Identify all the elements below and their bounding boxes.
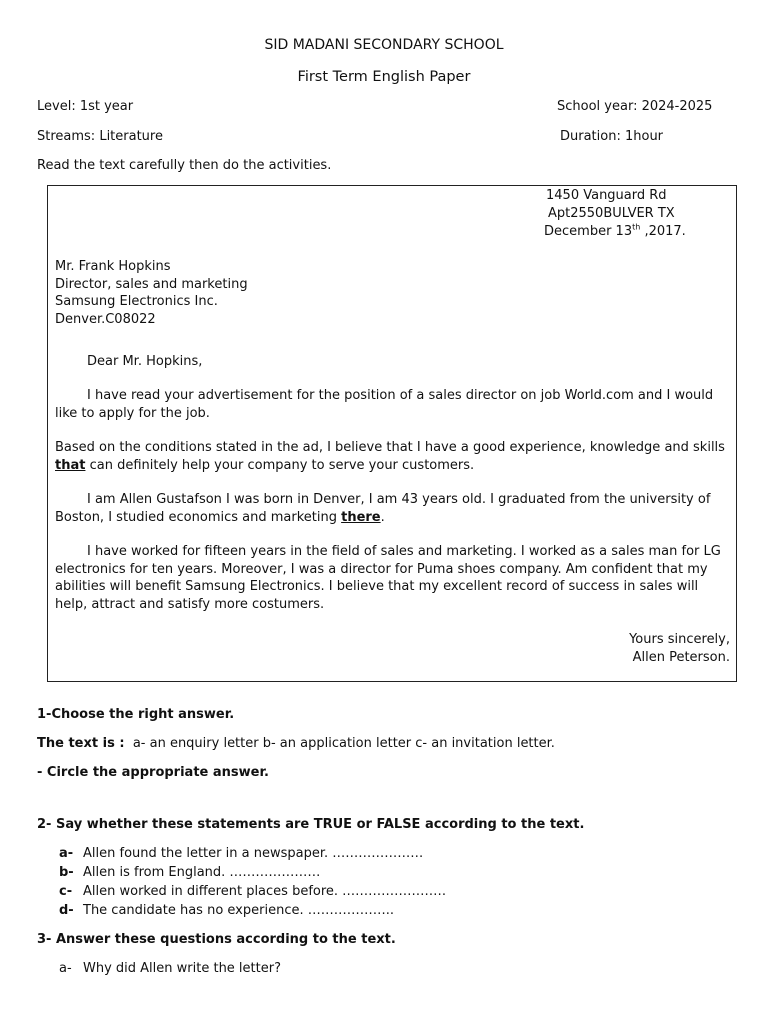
- recipient-name: Mr. Frank Hopkins: [55, 259, 171, 274]
- level-label: Level: 1st year: [37, 99, 134, 114]
- letter-closing: Yours sincerely,: [629, 632, 730, 647]
- letter-greeting: Dear Mr. Hopkins,: [87, 354, 203, 369]
- emphasized-word-there: there: [341, 509, 381, 525]
- question-2-item-a: a- Allen found the letter in a newspaper. …………………: [59, 846, 424, 861]
- paper-title: First Term English Paper: [297, 69, 471, 85]
- letter-paragraph-3: I am Allen Gustafson I was born in Denver, I am 43 years old. I graduated from the university of Boston, I studied economics and marketing there.: [55, 492, 711, 525]
- reading-instruction: Read the text carefully then do the activities.: [37, 158, 332, 173]
- letter-paragraph-2: Based on the conditions stated in the ad, I believe that I have a good experience, knowledge and skills that can definitely help your company to serve your customers.: [55, 440, 725, 473]
- sender-address-line-2: Apt2550BULVER TX: [548, 206, 675, 221]
- question-2-item-b: b- Allen is from England. …………………: [59, 865, 321, 880]
- letter-paragraph-1: I have read your advertisement for the position of a sales director on job World.com and I would like to apply for the job.: [55, 388, 714, 421]
- question-2-item-c: c- Allen worked in different places before. ……………………: [59, 884, 447, 899]
- school-name: SID MADANI SECONDARY SCHOOL: [264, 37, 504, 53]
- letter-box: [47, 185, 737, 682]
- recipient-company: Samsung Electronics Inc.: [55, 294, 218, 309]
- question-3-item-a: a- Why did Allen write the letter?: [59, 961, 281, 976]
- letter-date: December 13th ,2017.: [544, 222, 686, 239]
- question-2-item-d: d- The candidate has no experience. ………………..: [59, 903, 394, 918]
- question-1-options: a- an enquiry letter b- an application letter c- an invitation letter.: [132, 736, 555, 751]
- sender-address-line-1: 1450 Vanguard Rd: [546, 188, 667, 203]
- question-1-instruction: - Circle the appropriate answer.: [37, 765, 269, 780]
- emphasized-word-that: that: [55, 457, 86, 473]
- question-1-title: 1-Choose the right answer.: [37, 707, 235, 722]
- streams-label: Streams: Literature: [37, 129, 163, 144]
- question-3-title: 3- Answer these questions according to the text.: [37, 932, 396, 947]
- question-1-stem: The text is : a- an enquiry letter b- an application letter c- an invitation letter.: [37, 736, 555, 751]
- recipient-city: Denver.C08022: [55, 312, 156, 327]
- letter-signature: Allen Peterson.: [632, 650, 730, 665]
- school-year-label: School year: 2024-2025: [557, 99, 713, 114]
- duration-label: Duration: 1hour: [560, 129, 664, 144]
- recipient-title: Director, sales and marketing: [55, 277, 248, 292]
- question-2-title: 2- Say whether these statements are TRUE or FALSE according to the text.: [37, 817, 585, 832]
- letter-paragraph-4: I have worked for fifteen years in the field of sales and marketing. I worked as a sales man for LG electronics for ten years. Moreover, I was a director for Puma shoes company. Am confident that my abilities will benefit Samsung Electronics. I believe that my excellent record of success in sales will help, attract and satisfy more costumers.: [55, 544, 721, 612]
